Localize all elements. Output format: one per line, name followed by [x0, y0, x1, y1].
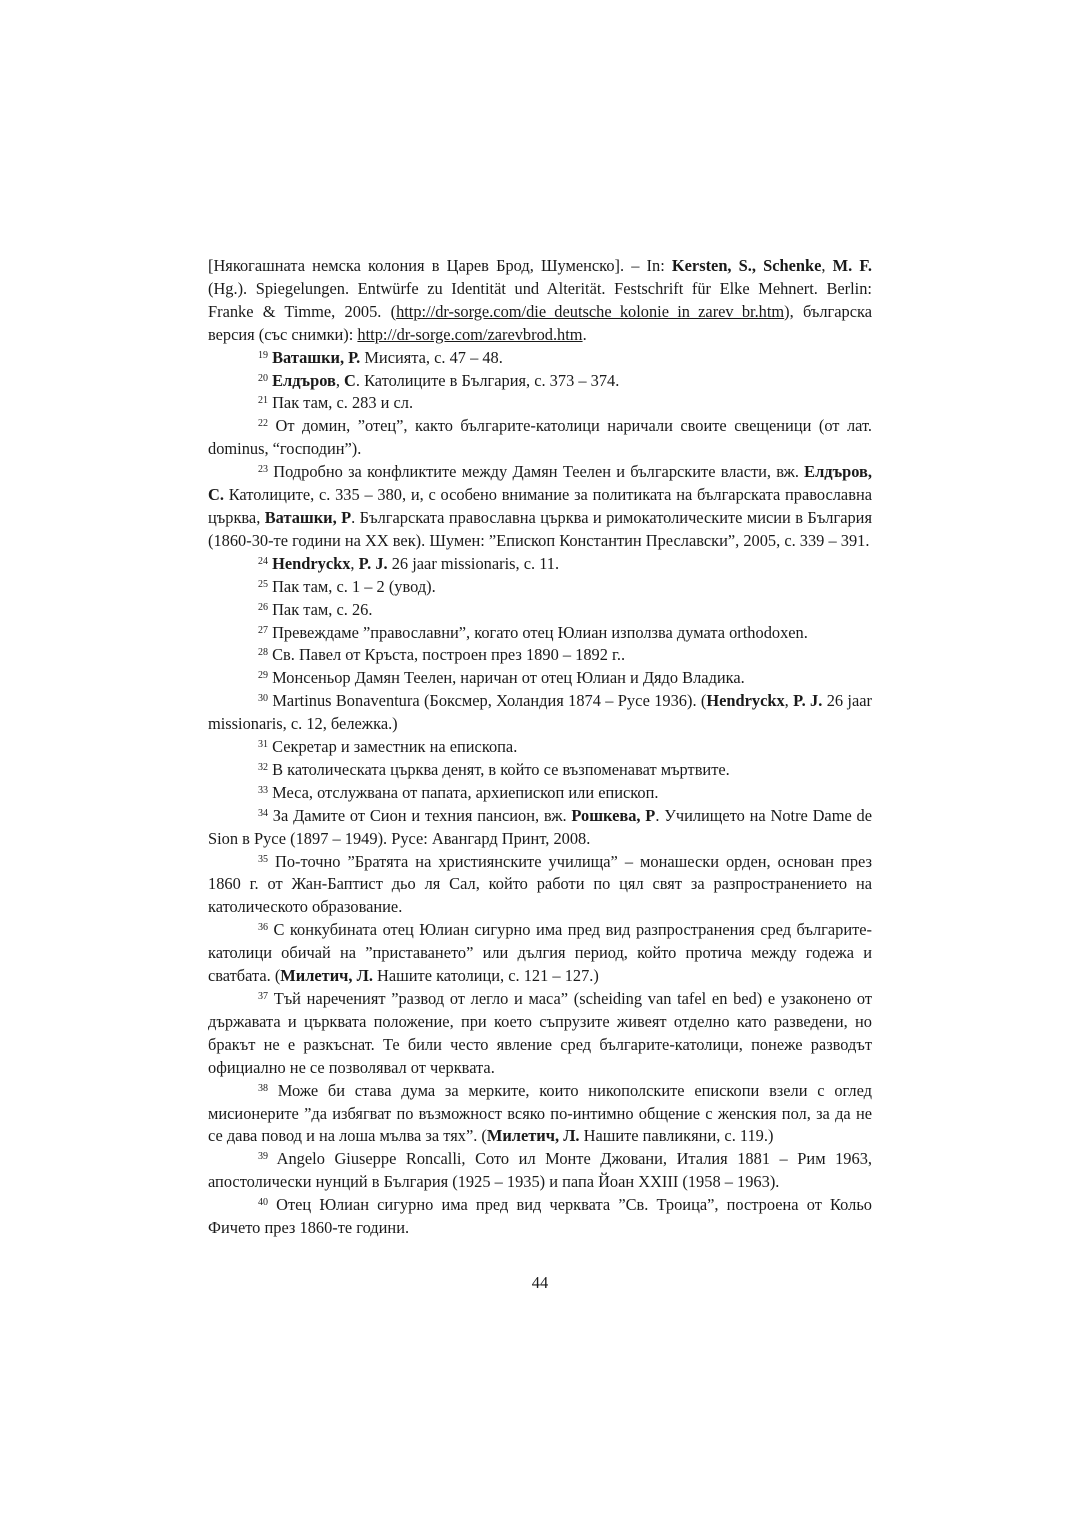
text-run: По-точно ”Братята на християнските училища” – монашески орден, основан през 1860 г. от Жан-Баптист дьо ля Сал, който работи по цял свят за разпространението на католическото образование.: [208, 851, 872, 917]
url-link[interactable]: http://dr-sorge.com/die_deutsche_kolonie_in_zarev_br.htm: [396, 301, 785, 321]
footnote-number: 19: [258, 349, 268, 361]
footnote-number: 35: [258, 853, 268, 865]
text-run: .: [582, 324, 587, 344]
author-name: Ваташки, Р: [264, 507, 352, 527]
author-name: Hendryckx: [272, 553, 351, 573]
text-run: 26 jaar missionaris, с. 11.: [387, 553, 560, 573]
footnote-40: [208, 1194, 872, 1240]
text-run: Мисията, с. 47 – 48.: [360, 347, 503, 367]
footnote-35: [208, 851, 872, 920]
text-run: Меса, отслужвана от папата, архиепископ или епископ.: [268, 782, 659, 802]
footnote-number: 38: [258, 1082, 268, 1094]
text-run: ), българска версия (със снимки):: [208, 301, 872, 344]
footnote-25: [208, 576, 872, 599]
author-name: Елдъров: [272, 370, 336, 390]
footnote-number: 39: [258, 1151, 268, 1163]
footnote-22: [208, 415, 872, 461]
text-run: ,: [784, 691, 794, 711]
footnote-33: [208, 782, 872, 805]
footnote-number: 22: [258, 418, 268, 430]
footnote-37: [208, 988, 872, 1080]
footnote-26: [208, 599, 872, 622]
text-run: . Българската православна църква и римокатолическите мисии в България (1860-30-те години на ХХ век). Шумен: ”Епископ Константин Преславски”, 2005, с. 339 – 391.: [208, 507, 872, 550]
author-name: P. J.: [793, 691, 823, 711]
text-run: Angelo Giuseppe Roncalli, Сото ил Монте Джовани, Италия 1881 – Рим 1963, апостолически нунций в България (1925 – 1935) и папа Йоан XXIII (1958 – 1963).: [208, 1149, 872, 1192]
text-run: Пак там, с. 283 и сл.: [268, 393, 414, 413]
text-run: ,: [335, 370, 345, 390]
footnote-number: 23: [258, 464, 268, 476]
footnote-number: 31: [258, 739, 268, 751]
text-run: Отец Юлиан сигурно има пред вид черквата ”Св. Троица”, построена от Кольо Фичето през 1860-те години.: [208, 1195, 872, 1238]
footnote-number: 29: [258, 670, 268, 682]
footnote-19: [208, 347, 872, 370]
text-run: За Дамите от Сион и техния пансион, вж.: [268, 805, 572, 825]
text-run: Пак там, с. 26.: [268, 599, 373, 619]
text-run: (Hg.). Spiegelungen. Entwürfe zu Identität und Alterität. Festschrift für Elke Mehnert. Berlin: Franke & Timme, 2005. (: [208, 278, 872, 321]
text-run: Martinus Bonaventura (Боксмер, Холандия 1874 – Русе 1936). (: [268, 691, 707, 711]
footnote-28: [208, 644, 872, 667]
text-run: . Училището на Notre Dame de Sion в Русе (1897 – 1949). Русе: Авангард Принт, 2008.: [208, 805, 872, 848]
text-run: Католиците, с. 335 – 380, и, с особено внимание за политиката на българската православна църква,: [208, 485, 872, 527]
footnote-20: [208, 370, 872, 393]
author-name: Kersten, S., Schenke: [671, 256, 822, 275]
author-name: Рошкева, Р: [571, 805, 656, 825]
text-run: [Някогашната немска колония в Царев Брод, Шуменско]. – In:: [208, 256, 672, 275]
footnote-21: [208, 392, 872, 415]
author-name: С: [344, 370, 356, 390]
text-run: В католическата църква денят, в който се възпоменават мъртвите.: [268, 759, 730, 779]
footnote-number: 40: [258, 1197, 268, 1209]
footnote-number: 37: [258, 991, 268, 1002]
text-run: Подробно за конфликтите между Дамян Теелен и българските власти, вж.: [268, 462, 805, 482]
footnote-number: 32: [258, 761, 268, 773]
text-run: Пак там, с. 1 – 2 (увод).: [268, 576, 436, 596]
footnote-number: 28: [258, 647, 268, 659]
footnote-29: [208, 667, 872, 690]
footnote-number: 27: [258, 624, 268, 636]
text-run: Може би става дума за мерките, които никополските епископи взели с оглед мисионерите ”да избягват по възможност всяко по-интимно общение с женския пол, за да не се дава повод и на лоша мълва за тях”. (: [208, 1080, 872, 1146]
author-name: P. J.: [358, 553, 388, 573]
text-run: Превеждаме ”православни”, когато отец Юлиан използва думата orthodoxen.: [268, 622, 808, 642]
text-run: . Католиците в България, с. 373 – 374.: [355, 370, 620, 390]
text-run: ,: [821, 256, 833, 275]
author-name: Елдъров, С.: [208, 462, 872, 505]
footnote-number: 24: [258, 555, 268, 567]
footnote-number: 20: [258, 372, 268, 384]
footnote-30: [208, 690, 872, 736]
author-name: Милетич, Л.: [486, 1126, 580, 1146]
text-run: Нашите католици, с. 121 – 127.): [372, 966, 599, 986]
footnote-number: 36: [258, 922, 268, 934]
author-name: Ваташки, Р.: [272, 347, 361, 367]
footnote-38: [208, 1080, 872, 1149]
footnote-number: 26: [258, 601, 268, 613]
footnote-32: [208, 759, 872, 782]
text-run: Св. Павел от Кръста, построен през 1890 – 1892 г..: [268, 645, 626, 665]
footnote-36: [208, 919, 872, 988]
author-name: Hendryckx: [706, 691, 785, 711]
text-run: От домин, ”отец”, както българите-католици наричали своите свещеници (от лат. dominus, “господин”).: [208, 416, 872, 459]
footnotes-block: [208, 255, 872, 1240]
footnote-39: [208, 1148, 872, 1194]
text-run: Монсеньор Дамян Теелен, наричан от отец Юлиан и Дядо Владика.: [268, 668, 745, 688]
text-run: Тъй нареченият ”развод от легло и маса” (scheiding van tafel en bed) е узаконено от държавата и църквата положение, при което съпрузите живеят отделно като разведени, но бракът не е разкъснат. Те били често явление сред българите-католици, понеже разводът официално не се позволявал от черквата.: [208, 989, 872, 1077]
footnote-number: 34: [258, 807, 268, 819]
footnote-number: 33: [258, 784, 268, 796]
page-number: 44: [531, 1273, 549, 1292]
text-run: Нашите павликяни, с. 119.): [579, 1126, 774, 1146]
author-name: Милетич, Л.: [280, 966, 373, 986]
footnote-27: [208, 622, 872, 645]
text-run: С конкубината отец Юлиан сигурно има пред вид разпространения сред българите-католици обичай на ”приставането” или дългия период, който протича между годежа и сватбата. (: [208, 920, 872, 986]
footnote-23: [208, 461, 872, 553]
footnote-number: 25: [258, 578, 268, 590]
reference-continuation: [208, 255, 872, 347]
footnote-24: [208, 553, 872, 576]
footnote-number: 30: [258, 693, 268, 705]
footnote-34: [208, 805, 872, 851]
url-link[interactable]: http://dr-sorge.com/zarevbrod.htm: [357, 324, 583, 344]
text-run: 26 jaar missionaris, с. 12, бележка.): [208, 691, 872, 734]
footnote-number: 21: [258, 395, 268, 407]
author-name: M. F.: [832, 256, 872, 275]
footnote-31: [208, 736, 872, 759]
text-run: Секретар и заместник на епископа.: [268, 737, 518, 757]
text-run: ,: [350, 553, 359, 573]
